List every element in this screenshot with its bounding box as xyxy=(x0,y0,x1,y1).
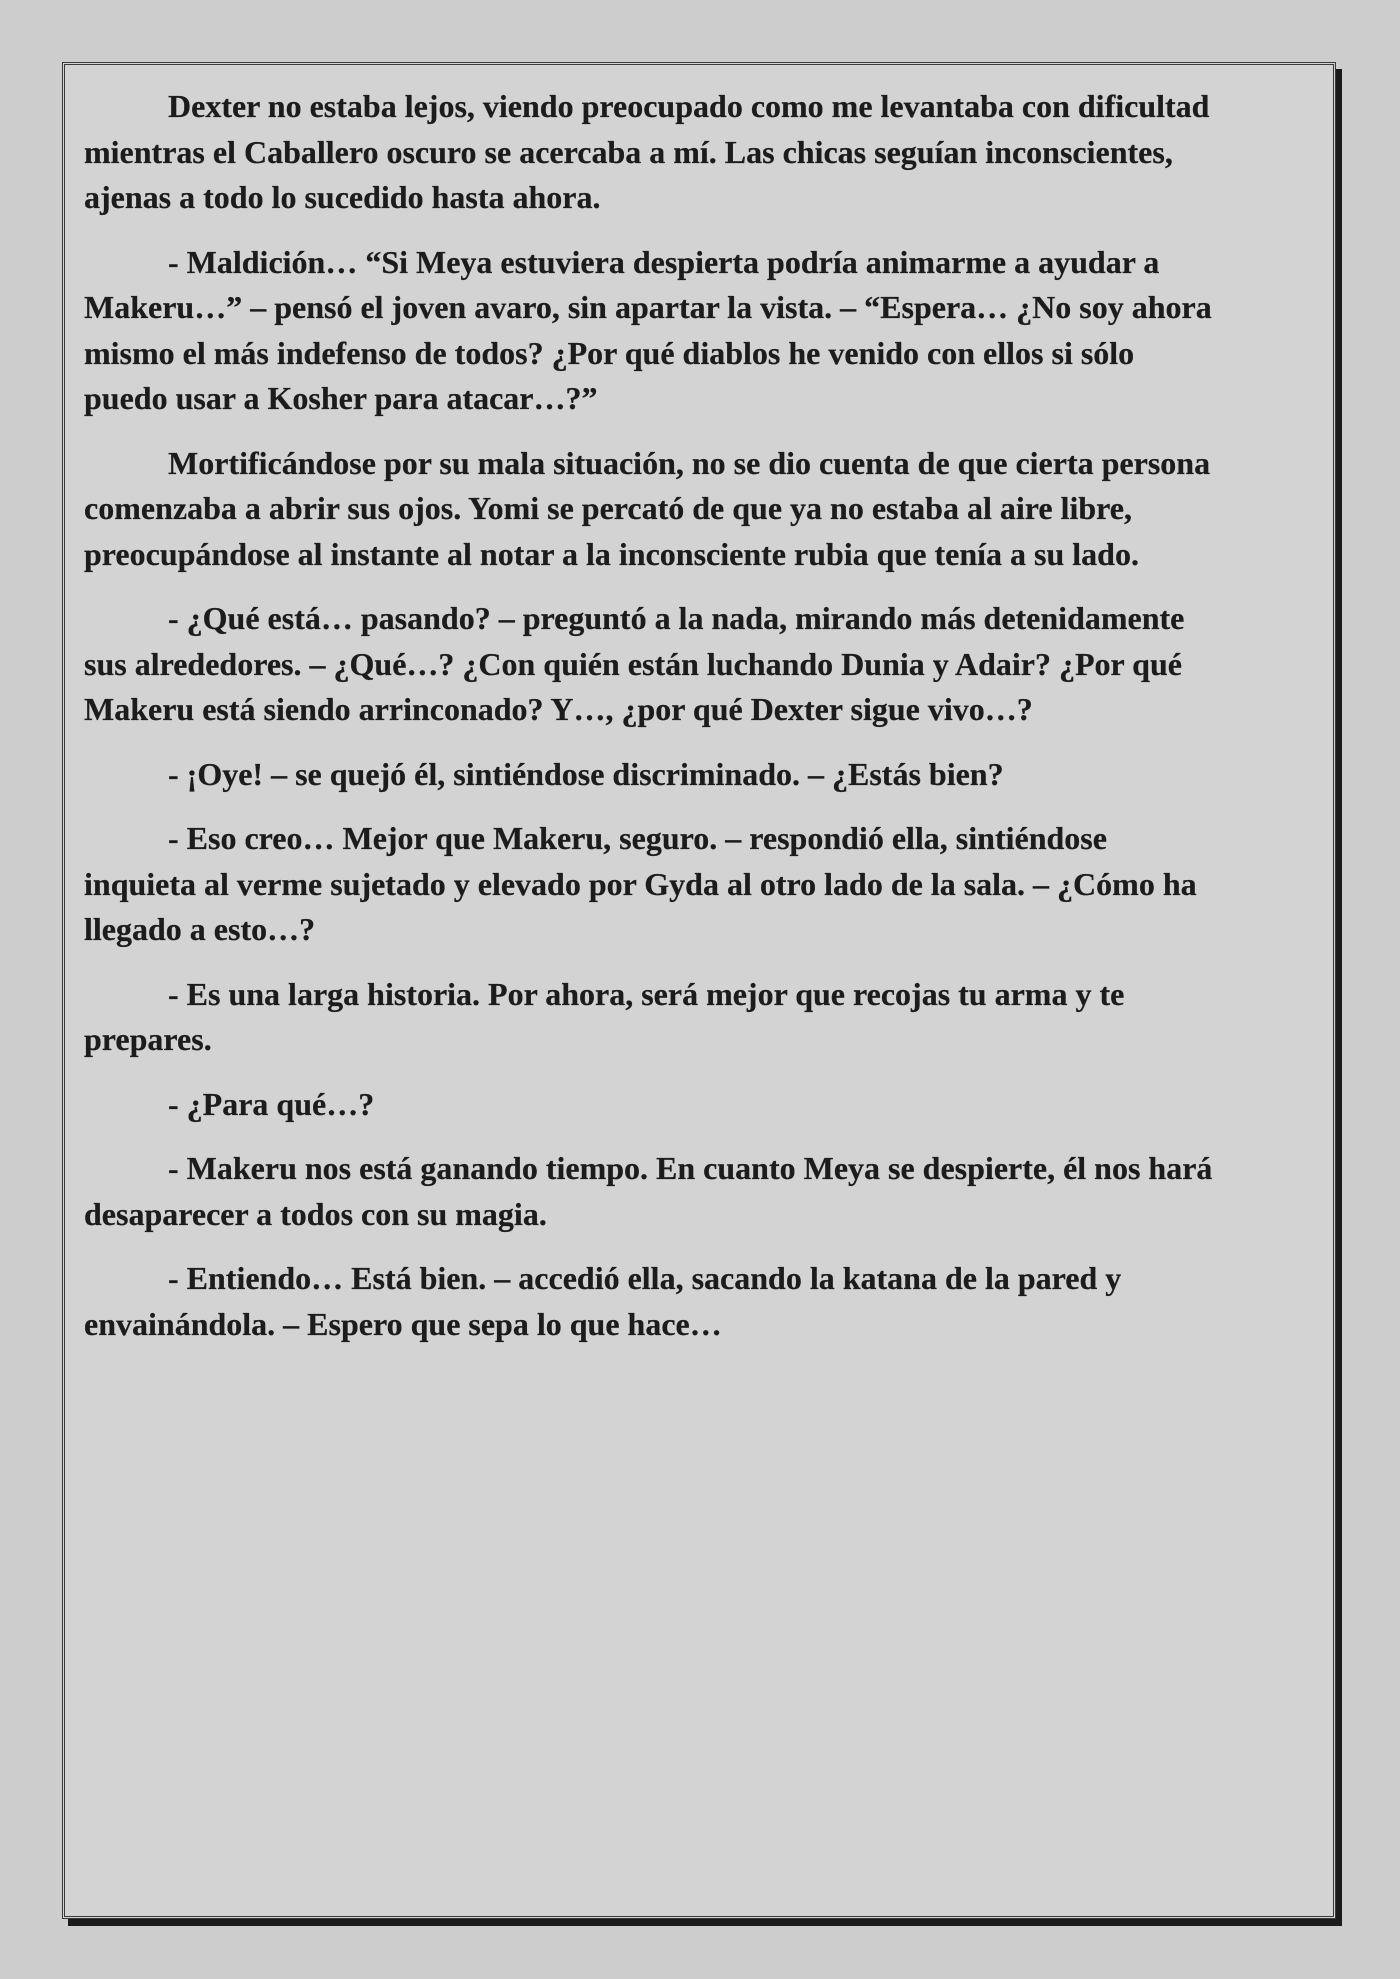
text-line: Mortificándose por su mala situación, no se dio cuenta de que cierta persona xyxy=(168,444,1211,481)
text-line: llegado a esto…? xyxy=(84,911,316,947)
text-line: - Maldición… “Si Meya estuviera despierta podría animarme a ayudar a xyxy=(168,243,1160,280)
paragraph xyxy=(84,1146,1324,1237)
paragraph xyxy=(84,84,1324,221)
paragraph xyxy=(84,1082,1324,1128)
paragraph xyxy=(84,240,1324,422)
text-line: ajenas a todo lo sucedido hasta ahora. xyxy=(84,179,601,215)
paragraph xyxy=(84,972,1324,1063)
text-line: - Makeru nos está ganando tiempo. En cuanto Meya se despierte, él nos hará xyxy=(168,1150,1213,1186)
text-line: mismo el más indefenso de todos? ¿Por qué diablos he venido con ellos si sólo xyxy=(84,334,1135,371)
text-line: - Es una larga historia. Por ahora, será mejor que recojas tu arma y te xyxy=(168,975,1125,1012)
text-line: - ¡Oye! – se quejó él, sintiéndose discriminado. – ¿Estás bien? xyxy=(168,755,1004,792)
text-line: desaparecer a todos con su magia. xyxy=(84,1195,547,1232)
text-line: - ¿Qué está… pasando? – preguntó a la nada, mirando más detenidamente xyxy=(168,600,1185,636)
document-body xyxy=(84,84,1324,1366)
text-line: prepares. xyxy=(84,1021,212,1057)
paragraph xyxy=(84,752,1324,798)
paragraph xyxy=(84,596,1324,733)
text-line: mientras el Caballero oscuro se acercaba a mí. Las chicas seguían inconscientes, xyxy=(84,133,1173,170)
text-line: - Eso creo… Mejor que Makeru, seguro. – respondió ella, sintiéndose xyxy=(168,820,1107,856)
text-line: Dexter no estaba lejos, viendo preocupado como me levantaba con dificultad xyxy=(168,88,1210,124)
text-line: inquieta al verme sujetado y elevado por Gyda al otro lado de la sala. – ¿Cómo ha xyxy=(84,865,1197,902)
text-line: - Entiendo… Está bien. – accedió ella, sacando la katana de la pared y xyxy=(168,1260,1122,1296)
paragraph xyxy=(84,1256,1324,1347)
text-line: preocupándose al instante al notar a la inconsciente rubia que tenía a su lado. xyxy=(84,535,1139,572)
text-line: envainándola. – Espero que sepa lo que hace… xyxy=(84,1305,722,1342)
text-line: Makeru está siendo arrinconado? Y…, ¿por qué Dexter sigue vivo…? xyxy=(84,691,1033,727)
text-line: puedo usar a Kosher para atacar…?” xyxy=(84,380,598,416)
text-line: comenzaba a abrir sus ojos. Yomi se percató de que ya no estaba al aire libre, xyxy=(84,490,1132,526)
paragraph xyxy=(84,441,1324,578)
text-line: - ¿Para qué…? xyxy=(168,1085,375,1122)
text-line: Makeru…” – pensó el joven avaro, sin apartar la vista. – “Espera… ¿No soy ahora xyxy=(84,289,1212,325)
text-line: sus alrededores. – ¿Qué…? ¿Con quién están luchando Dunia y Adair? ¿Por qué xyxy=(84,645,1182,682)
paragraph xyxy=(84,816,1324,953)
